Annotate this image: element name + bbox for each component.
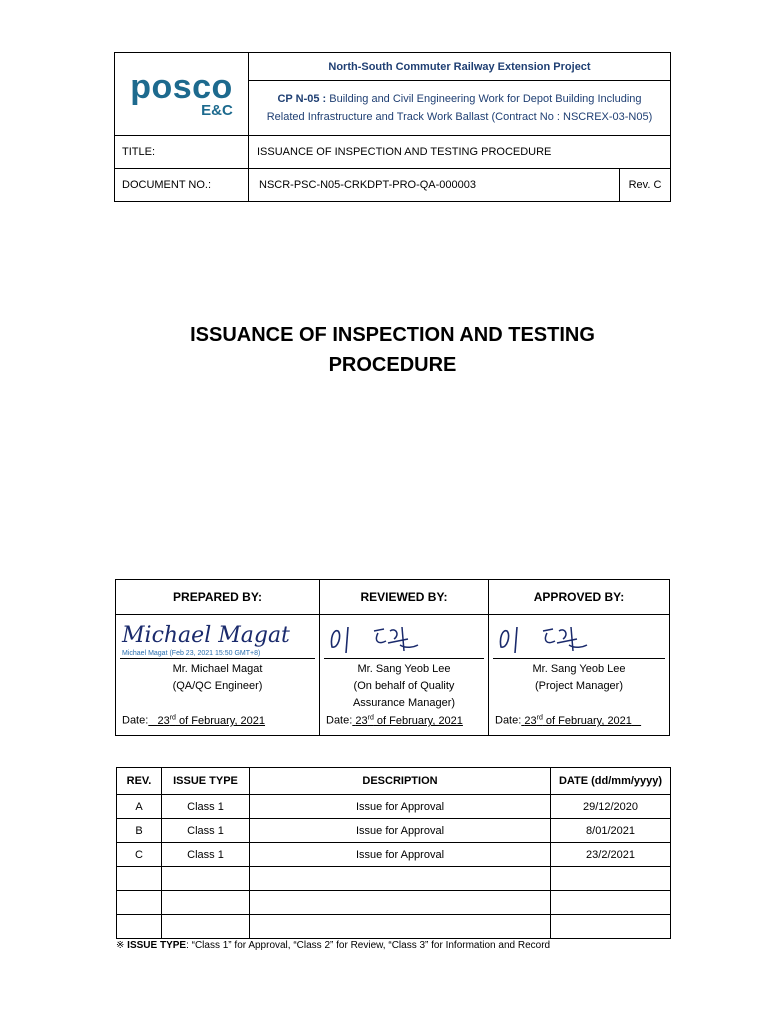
- contract-code: CP N-05 :: [277, 93, 327, 105]
- logo-subtext: E&C: [201, 102, 233, 119]
- reviewed-role-line-1: (On behalf of Quality: [353, 680, 455, 692]
- contract-description: [249, 81, 671, 136]
- reviewed-role-line-2: Assurance Manager): [352, 697, 456, 709]
- revision-table: [116, 767, 671, 939]
- reviewed-signature-ink: [326, 619, 436, 657]
- prepared-name: Mr. Michael Magat: [172, 663, 263, 675]
- table-row: C Class 1 Issue for Approval 23/2/2021: [117, 843, 671, 867]
- note-label: ISSUE TYPE: [127, 940, 187, 951]
- note-mark: ※: [116, 940, 125, 951]
- issue-type-header: ISSUE TYPE: [162, 768, 250, 795]
- prepared-signature-area: [116, 615, 319, 659]
- reviewed-date: Date: 23rd of February, 2021: [326, 714, 463, 727]
- table-row: [117, 891, 671, 915]
- approved-cell: [489, 615, 670, 736]
- prepared-cell: [116, 615, 320, 736]
- description-header: DESCRIPTION: [250, 768, 551, 795]
- contract-line-2: Related Infrastructure and Track Work Ballast (Contract No : NSCREX-03-N05): [266, 111, 653, 123]
- approved-name: Mr. Sang Yeob Lee: [532, 663, 626, 675]
- revision-code: Rev. C: [620, 169, 671, 202]
- reviewed-signature-area: [320, 615, 488, 659]
- logo-wordmark: posco: [130, 68, 233, 106]
- page-title-line-1: ISSUANCE OF INSPECTION AND TESTING: [190, 324, 595, 346]
- approved-heading: APPROVED BY:: [489, 580, 670, 615]
- signoff-table: [115, 579, 670, 736]
- prepared-date: Date: 23rd of February, 2021: [122, 714, 266, 727]
- prepared-heading: PREPARED BY:: [116, 580, 320, 615]
- approved-date: Date: 23rd of February, 2021: [495, 714, 632, 727]
- title-label: TITLE:: [115, 136, 249, 169]
- prepared-role: (QA/QC Engineer): [172, 680, 263, 692]
- signature-line: [324, 658, 484, 659]
- project-title: North-South Commuter Railway Extension Project: [249, 53, 671, 81]
- company-logo: [115, 53, 249, 136]
- contract-line-1: Building and Civil Engineering Work for Depot Building Including: [329, 93, 642, 105]
- issue-type-note: [116, 940, 550, 951]
- approved-signature-area: [489, 615, 669, 659]
- document-header: [114, 52, 671, 202]
- table-row: [117, 867, 671, 891]
- prepared-signature-stamp: Michael Magat (Feb 23, 2021 15:50 GMT+8): [122, 650, 261, 657]
- signature-line: [120, 658, 315, 659]
- docno-value: NSCR-PSC-N05-CRKDPT-PRO-QA-000003: [249, 169, 620, 202]
- note-text: : “Class 1” for Approval, “Class 2” for Review, “Class 3” for Information and Record: [186, 940, 551, 951]
- approved-role: (Project Manager): [534, 680, 624, 692]
- table-row: A Class 1 Issue for Approval 29/12/2020: [117, 795, 671, 819]
- title-value: ISSUANCE OF INSPECTION AND TESTING PROCEDURE: [249, 136, 671, 169]
- date-header: DATE (dd/mm/yyyy): [551, 768, 671, 795]
- docno-label: DOCUMENT NO.:: [115, 169, 249, 202]
- reviewed-name: Mr. Sang Yeob Lee: [357, 663, 451, 675]
- reviewed-cell: [320, 615, 489, 736]
- page-title: [114, 320, 671, 380]
- reviewed-heading: REVIEWED BY:: [320, 580, 489, 615]
- table-row: B Class 1 Issue for Approval 8/01/2021: [117, 819, 671, 843]
- signature-line: [493, 658, 665, 659]
- page-title-line-2: PROCEDURE: [328, 354, 457, 376]
- approved-signature-ink: [495, 619, 605, 657]
- rev-header: REV.: [117, 768, 162, 795]
- table-row: [117, 915, 671, 939]
- prepared-signature: Michael Magat: [122, 623, 290, 648]
